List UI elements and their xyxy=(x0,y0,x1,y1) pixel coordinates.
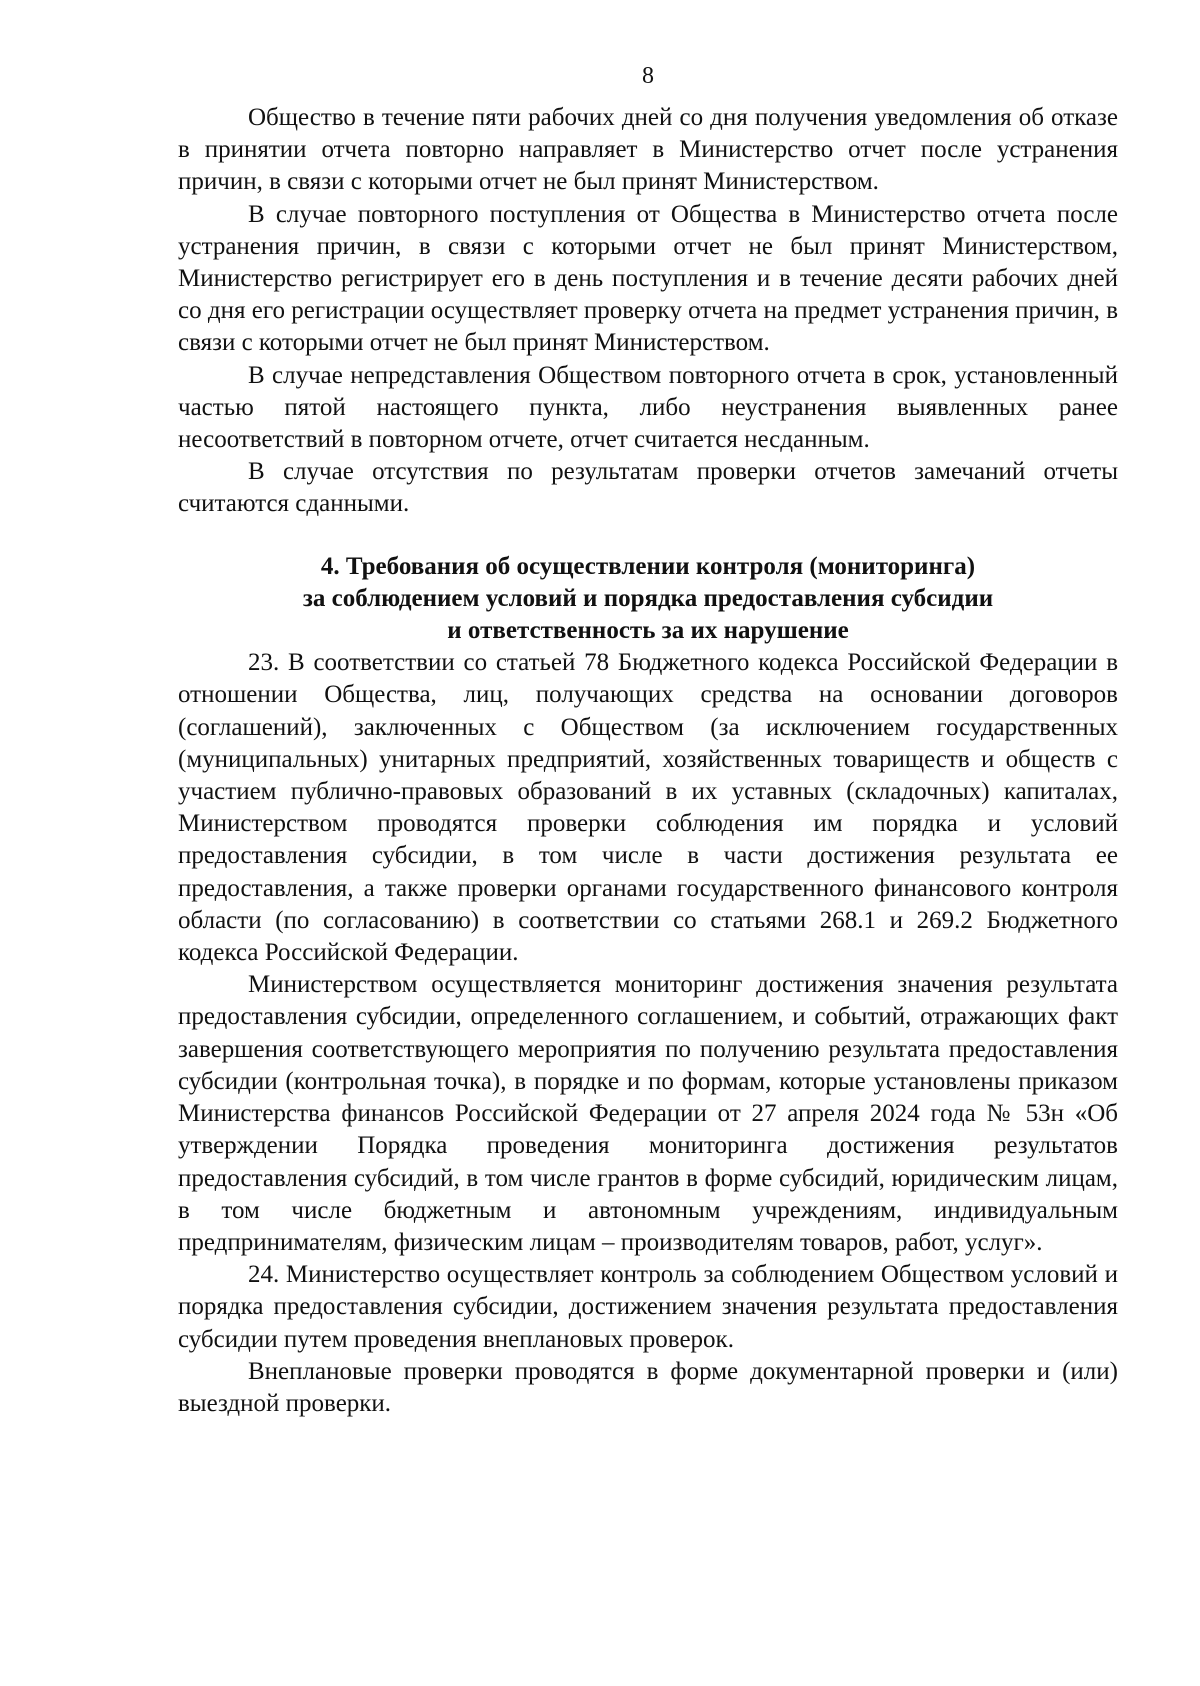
paragraph-item-23: 23. В соответствии со статьей 78 Бюджетного кодекса Российской Федерации в отношении Общества, лиц, получающих средства на основании договоров (соглашений), заключенных с Обществом (за исключением государственных (муниципальных) унитарных предприятий, хозяйственных товариществ и обществ с участием публично-правовых образований в их уставных (складочных) капиталах, Министерством проводятся проверки соблюдения им порядка и условий предоставления субсидии, в том числе в части достижения результата ее предоставления, а также проверки органами государственного финансового контроля области (по согласованию) в соответствии со статьями 268.1 и 269.2 Бюджетного кодекса Российской Федерации. xyxy=(178,649,1118,967)
paragraph-unscheduled-checks: Внеплановые проверки проводятся в форме документарной проверки и (или) выездной проверки. xyxy=(178,1357,1118,1417)
section-heading-line-3: и ответственность за их нарушение xyxy=(447,617,849,645)
paragraph-repeat-receipt: В случае повторного поступления от Общества в Министерство отчета после устранения причин, в связи с которыми отчет не был принят Министерством, Министерство регистрирует его в день поступления и в течение десяти рабочих дней со дня его регистрации осуществляет проверку отчета на предмет устранения причин, в связи с которыми отчет не был принят Министерством. xyxy=(178,200,1118,357)
paragraph-no-remarks: В случае отсутствия по результатам проверки отчетов замечаний отчеты считаются сданными. xyxy=(178,458,1118,518)
section-heading-line-2: за соблюдением условий и порядка предоставления субсидии xyxy=(302,584,994,612)
section-heading xyxy=(178,551,1118,648)
page-number: 8 xyxy=(642,63,654,89)
paragraph-non-submission: В случае непредставления Обществом повторного отчета в срок, установленный частью пятой настоящего пункта, либо неустранения выявленных ранее несоответствий в повторном отчете, отчет считается несданным. xyxy=(178,361,1118,454)
paragraph-monitoring: Министерством осуществляется мониторинг достижения значения результата предоставления субсидии, определенного соглашением, и событий, отражающих факт завершения соответствующего мероприятия по получению результата предоставления субсидии (контрольная точка), в порядке и по формам, которые установлены приказом Министерства финансов Российской Федерации от 27 апреля 2024 года № 53н «Об утверждении Порядка проведения мониторинга достижения результатов предоставления субсидий, в том числе грантов в форме субсидий, юридическим лицам, в том числе бюджетным и автономным учреждениям, индивидуальным предпринимателям, физическим лицам – производителям товаров, работ, услуг». xyxy=(178,971,1118,1256)
paragraph-resubmission: Общество в течение пяти рабочих дней со дня получения уведомления об отказе в принятии отчета повторно направляет в Министерство отчет после устранения причин, в связи с которыми отчет не был принят Министерством. xyxy=(178,104,1118,196)
section-heading-line-1: 4. Требования об осуществлении контроля (мониторинга) xyxy=(320,552,976,580)
paragraph-item-24: 24. Министерство осуществляет контроль за соблюдением Обществом условий и порядка предоставления субсидии, достижением значения результата предоставления субсидии путем проведения внеплановых проверок. xyxy=(178,1261,1118,1353)
